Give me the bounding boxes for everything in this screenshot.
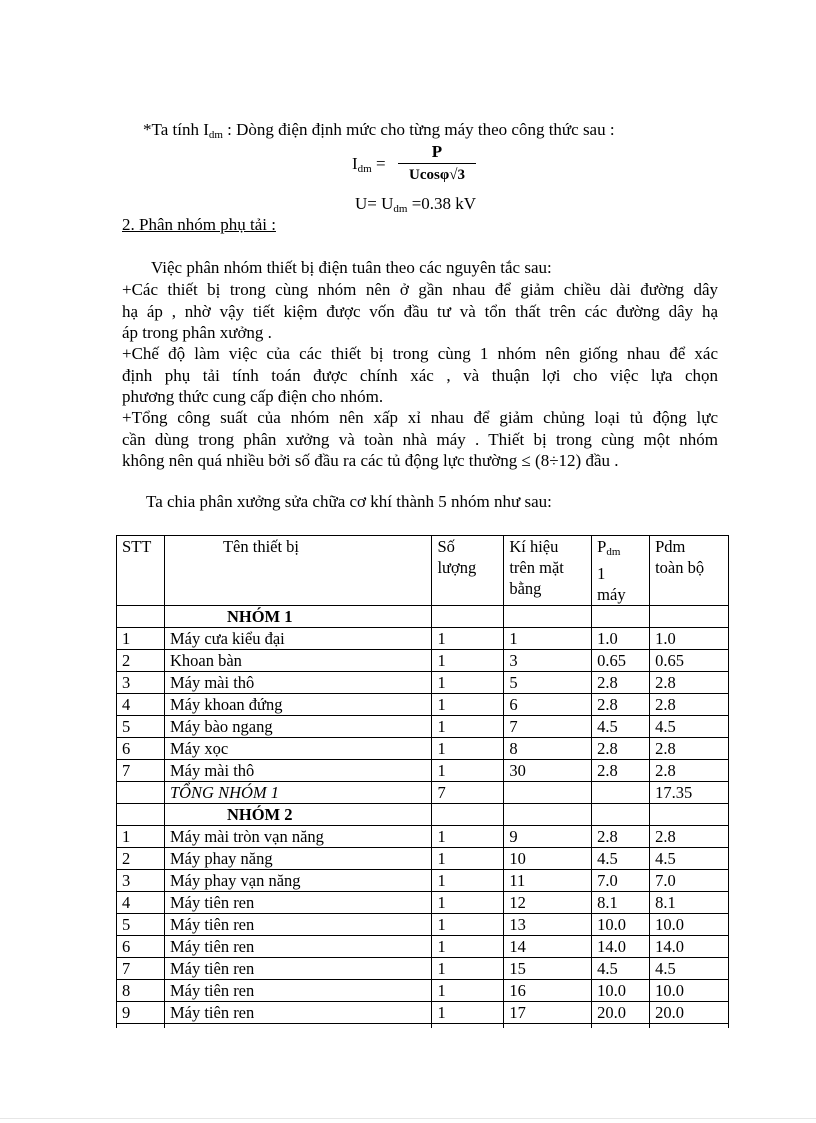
table-row: 1 Máy mài tròn vạn năng 1 9 2.8 2.8 bbox=[117, 826, 729, 848]
intro-line bbox=[143, 120, 615, 141]
rule-3-line-1: +Tổng công suất của nhóm nên xấp xỉ nhau để giảm chủng loại tủ động lực bbox=[122, 408, 718, 427]
header-stt: STT bbox=[117, 536, 165, 606]
table-row: 6 Máy tiên ren 1 14 14.0 14.0 bbox=[117, 936, 729, 958]
voltage-sub: dm bbox=[393, 203, 408, 215]
table-row: 5 Máy tiên ren 1 13 10.0 10.0 bbox=[117, 914, 729, 936]
intro-prefix: *Ta tính I bbox=[143, 120, 209, 139]
table-row: 7 Máy tiên ren 1 15 4.5 4.5 bbox=[117, 958, 729, 980]
voltage-line bbox=[355, 194, 476, 215]
formula-lhs bbox=[352, 154, 386, 175]
fraction-bar bbox=[398, 163, 476, 164]
rule-2-line-1: +Chế độ làm việc của các thiết bị trong cùng 1 nhóm nên giống nhau để xác bbox=[122, 344, 718, 363]
rule-2-line-3: phương thức cung cấp điện cho nhóm. bbox=[122, 387, 384, 406]
table-row: 5 Máy bào ngang 1 7 4.5 4.5 bbox=[117, 716, 729, 738]
rule-1-line-3: áp trong phân xưởng . bbox=[122, 323, 272, 342]
intro-sub: dm bbox=[208, 129, 223, 141]
paragraph-intro: Việc phân nhóm thiết bị điện tuân theo các nguyên tắc sau: bbox=[151, 258, 552, 277]
table-row-cutoff bbox=[117, 1024, 729, 1028]
paragraph-rule-2 bbox=[122, 343, 718, 408]
header-name: Tên thiết bị bbox=[164, 536, 431, 606]
page-bottom-divider bbox=[0, 1118, 816, 1119]
group-1-title: NHÓM 1 bbox=[164, 606, 431, 628]
rule-2-line-2: định phụ tải tính toán được chính xác , và thuận lợi cho việc lựa chọn bbox=[122, 365, 718, 385]
table-row: 2 Khoan bàn 1 3 0.65 0.65 bbox=[117, 650, 729, 672]
voltage-rest: =0.38 kV bbox=[407, 194, 477, 213]
paragraph-rule-1 bbox=[122, 279, 718, 344]
table-row: 3 Máy phay vạn năng 1 11 7.0 7.0 bbox=[117, 870, 729, 892]
group-2-title: NHÓM 2 bbox=[164, 804, 431, 826]
header-ptotal: Pdm toàn bộ bbox=[650, 536, 729, 606]
formula-numerator: P bbox=[431, 142, 443, 161]
table-row: 4 Máy tiên ren 1 12 8.1 8.1 bbox=[117, 892, 729, 914]
rule-1-line-2: hạ áp , nhờ vậy tiết kiệm được vốn đầu tư và tổn thất trên các đường dây hạ bbox=[122, 301, 718, 321]
formula-lhs-i: I bbox=[352, 154, 358, 173]
rule-3-line-3: không nên quá nhiều bởi số đầu ra các tủ động lực thường ≤ (8÷12) đầu . bbox=[122, 451, 619, 470]
voltage-prefix: U= U bbox=[355, 194, 394, 213]
header-qty: Số lượng bbox=[432, 536, 504, 606]
formula-eq: = bbox=[371, 154, 386, 173]
table-row: 2 Máy phay năng 1 10 4.5 4.5 bbox=[117, 848, 729, 870]
header-p1: $P_{dm}$ 1 máy bbox=[592, 536, 650, 606]
table-row: 4 Máy khoan đứng 1 6 2.8 2.8 bbox=[117, 694, 729, 716]
paragraph-rule-3 bbox=[122, 407, 718, 472]
section-title: 2. Phân nhóm phụ tải : bbox=[122, 215, 276, 234]
intro-rest: : Dòng điện định mức cho từng máy theo công thức sau : bbox=[222, 120, 615, 139]
paragraph-groups-intro: Ta chia phân xưởng sửa chữa cơ khí thành 5 nhóm như sau: bbox=[146, 492, 552, 511]
group-2-title-row bbox=[117, 804, 729, 826]
equipment-table bbox=[116, 535, 729, 1028]
formula-fraction bbox=[398, 142, 476, 184]
group-1-title-row bbox=[117, 606, 729, 628]
group-1-total-row: TỔNG NHÓM 1 7 17.35 bbox=[117, 782, 729, 804]
table-row: 7 Máy mài thô 1 30 2.8 2.8 bbox=[117, 760, 729, 782]
table-row: 3 Máy mài thô 1 5 2.8 2.8 bbox=[117, 672, 729, 694]
rule-3-line-2: cần dùng trong phân xưởng và toàn nhà máy . Thiết bị trong cùng một nhóm bbox=[122, 429, 718, 449]
table-header-row bbox=[117, 536, 729, 606]
table-row: 1 Máy cưa kiểu đại 1 1 1.0 1.0 bbox=[117, 628, 729, 650]
table-row: 8 Máy tiên ren 1 16 10.0 10.0 bbox=[117, 980, 729, 1002]
table-row: 9 Máy tiên ren 1 17 20.0 20.0 bbox=[117, 1002, 729, 1024]
rule-1-line-1: +Các thiết bị trong cùng nhóm nên ở gần nhau để giảm chiều dài đường dây bbox=[122, 280, 718, 299]
formula-denominator: Ucosφ√3 bbox=[409, 167, 465, 183]
table-row: 6 Máy xọc 1 8 2.8 2.8 bbox=[117, 738, 729, 760]
group-1-total-label: TỔNG NHÓM 1 bbox=[164, 782, 431, 804]
header-code: Kí hiệu trên mặt bằng bbox=[504, 536, 592, 606]
formula-lhs-sub: dm bbox=[357, 163, 372, 175]
